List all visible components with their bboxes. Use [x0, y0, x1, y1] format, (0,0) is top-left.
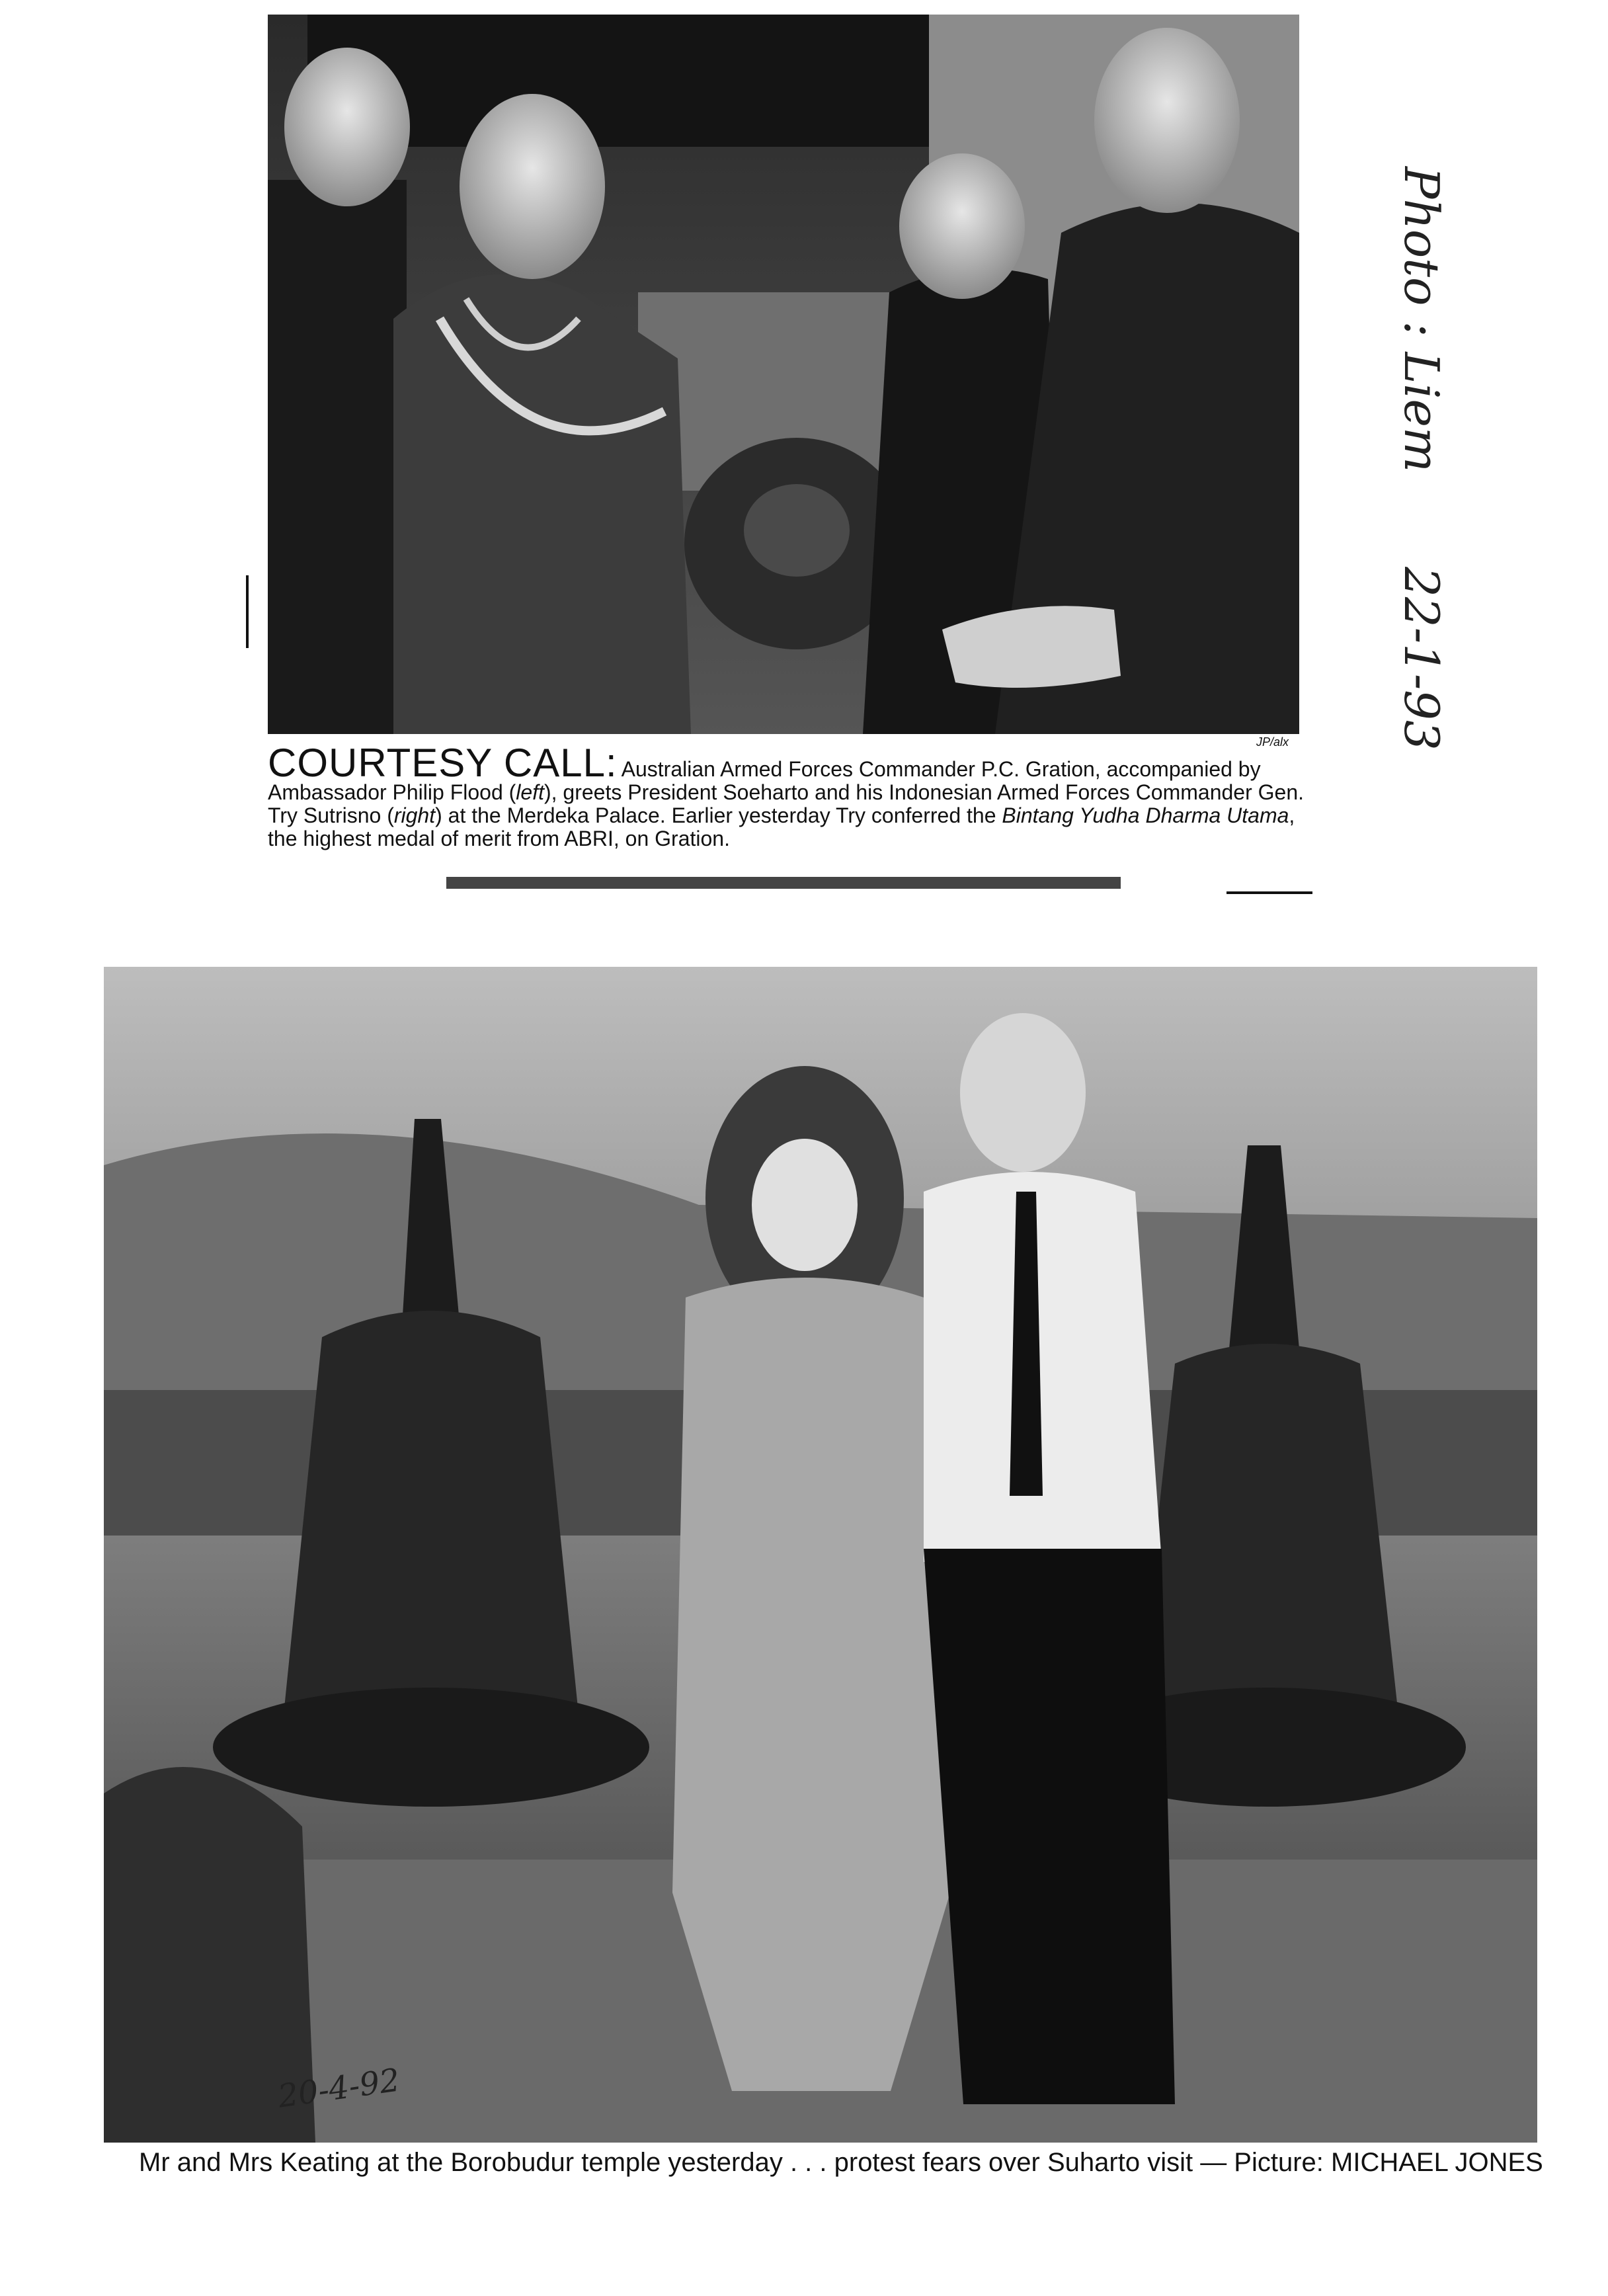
clip-mark-left	[246, 575, 249, 648]
top-photo	[268, 15, 1299, 734]
caption-italic-left: left	[516, 780, 544, 804]
bottom-photo	[104, 967, 1537, 2143]
caption-italic-medal: Bintang Yudha Dharma Utama	[1002, 803, 1289, 827]
photo-credit: JP/alx	[1256, 735, 1289, 749]
caption-italic-right: right	[393, 803, 436, 827]
clip-rule-bottom	[446, 877, 1121, 889]
keating-caption: Mr and Mrs Keating at the Borobudur temple yesterday . . . protest fears over Suharto visit — Picture: MICHAEL JONES	[139, 2148, 1543, 2177]
handwritten-photo-note	[1394, 167, 1449, 751]
clip-mark-right	[1226, 891, 1312, 894]
caption-text-3: ) at the Merdeka Palace. Earlier yesterday Try conferred the	[435, 803, 1002, 827]
handwritten-date-bottom: 20-4-92	[276, 2061, 403, 2115]
caption-text-4: , the highest medal of merit from ABRI, on Gration.	[268, 803, 1295, 850]
note-date: 22-1-93	[1394, 567, 1449, 751]
caption-text-2: ), greets President Soeharto and his Indonesian Armed Forces Commander Gen. Try Sutrisno (	[268, 780, 1305, 827]
caption-headline: COURTESY CALL:	[268, 741, 618, 785]
caption-text-1: Australian Armed Forces Commander P.C. Gration, accompanied by Ambassador Philip Flood (	[268, 757, 1261, 804]
note-text: Photo : Liem	[1394, 167, 1449, 473]
